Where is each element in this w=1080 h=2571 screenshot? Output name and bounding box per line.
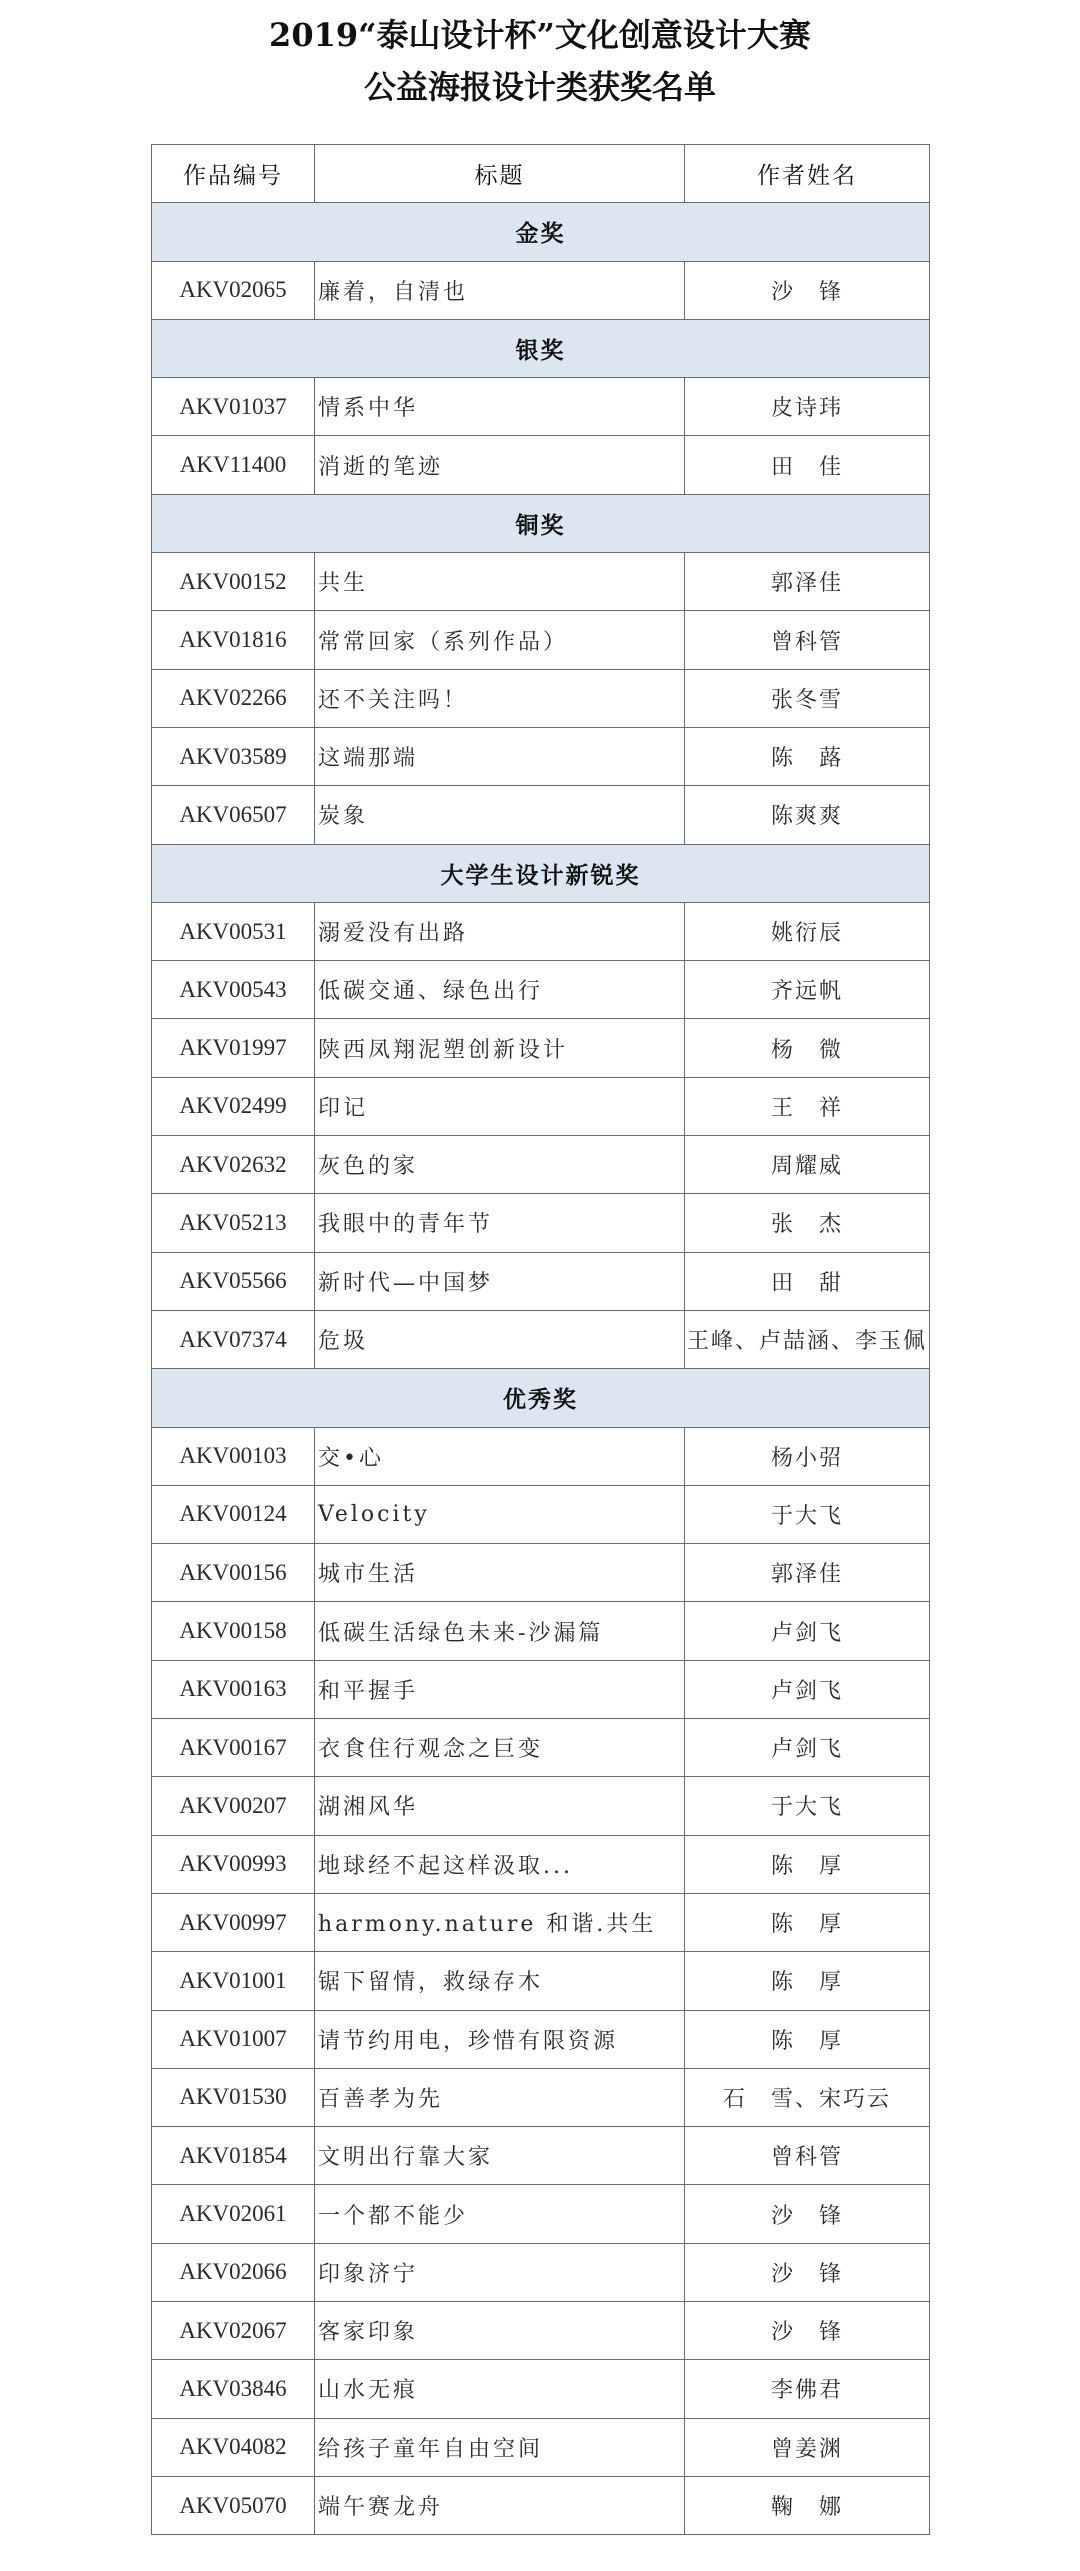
work-title-cell: 给孩子童年自由空间 <box>315 2418 685 2476</box>
author-name-cell: 曾科管 <box>685 611 930 669</box>
work-id-cell: AKV03589 <box>152 727 315 785</box>
table-row <box>152 1893 930 1951</box>
table-row <box>152 611 930 669</box>
work-id-cell: AKV01997 <box>152 1019 315 1077</box>
work-title-cell: 新时代—中国梦 <box>315 1252 685 1310</box>
author-name-cell: 陈 厚 <box>685 1952 930 2010</box>
table-row <box>152 261 930 319</box>
work-id-cell: AKV06507 <box>152 786 315 844</box>
table-row <box>152 727 930 785</box>
work-id-cell: AKV05070 <box>152 2476 315 2534</box>
work-title-cell: 溺爱没有出路 <box>315 902 685 960</box>
author-name-cell: 杨小弨 <box>685 1427 930 1485</box>
award-section-label: 大学生设计新锐奖 <box>152 844 930 902</box>
author-name-cell: 卢剑飞 <box>685 1660 930 1718</box>
table-row <box>152 553 930 611</box>
author-name-cell: 于大飞 <box>685 1485 930 1543</box>
work-id-cell: AKV02266 <box>152 669 315 727</box>
work-id-cell: AKV00156 <box>152 1544 315 1602</box>
work-id-cell: AKV05213 <box>152 1194 315 1252</box>
work-title-cell: 城市生活 <box>315 1544 685 1602</box>
work-id-cell: AKV02067 <box>152 2301 315 2359</box>
work-title-cell: 百善孝为先 <box>315 2068 685 2126</box>
table-row <box>152 2418 930 2476</box>
work-id-cell: AKV00543 <box>152 961 315 1019</box>
author-name-cell: 郭泽佳 <box>685 553 930 611</box>
work-title-cell: 灰色的家 <box>315 1136 685 1194</box>
table-row <box>152 378 930 436</box>
author-name-cell: 沙 锋 <box>685 2185 930 2243</box>
work-title-cell: 印象济宁 <box>315 2243 685 2301</box>
work-id-cell: AKV05566 <box>152 1252 315 1310</box>
author-name-cell: 沙 锋 <box>685 2301 930 2359</box>
table-row <box>152 2243 930 2301</box>
table-row <box>152 961 930 1019</box>
work-id-cell: AKV07374 <box>152 1310 315 1368</box>
author-name-cell: 于大飞 <box>685 1777 930 1835</box>
work-id-cell: AKV00993 <box>152 1835 315 1893</box>
work-title-cell: Velocity <box>315 1485 685 1543</box>
work-id-cell: AKV11400 <box>152 436 315 494</box>
work-id-cell: AKV01037 <box>152 378 315 436</box>
work-title-cell: 常常回家（系列作品） <box>315 611 685 669</box>
work-id-cell: AKV04082 <box>152 2418 315 2476</box>
work-id-cell: AKV00167 <box>152 1719 315 1777</box>
award-section-label: 铜奖 <box>152 494 930 552</box>
work-title-cell: 情系中华 <box>315 378 685 436</box>
award-section-row <box>152 1369 930 1427</box>
table-row <box>152 1019 930 1077</box>
work-title-cell: 共生 <box>315 553 685 611</box>
award-section-label: 金奖 <box>152 203 930 261</box>
author-name-cell: 王峰、卢喆涵、李玉佩 <box>685 1310 930 1368</box>
award-list-table <box>151 144 930 2535</box>
author-name-cell: 石 雪、宋巧云 <box>685 2068 930 2126</box>
author-name-cell: 郭泽佳 <box>685 1544 930 1602</box>
work-id-cell: AKV00531 <box>152 902 315 960</box>
author-name-cell: 张 杰 <box>685 1194 930 1252</box>
table-row <box>152 1310 930 1368</box>
author-name-cell: 卢剑飞 <box>685 1719 930 1777</box>
work-id-cell: AKV02632 <box>152 1136 315 1194</box>
work-title-cell: 文明出行靠大家 <box>315 2127 685 2185</box>
work-title-cell: 地球经不起这样汲取... <box>315 1835 685 1893</box>
author-name-cell: 沙 锋 <box>685 261 930 319</box>
work-title-cell: 消逝的笔迹 <box>315 436 685 494</box>
work-title-cell: 山水无痕 <box>315 2360 685 2418</box>
work-id-cell: AKV00207 <box>152 1777 315 1835</box>
work-title-cell: 低碳生活绿色未来-沙漏篇 <box>315 1602 685 1660</box>
work-id-cell: AKV00158 <box>152 1602 315 1660</box>
work-title-cell: 端午赛龙舟 <box>315 2476 685 2534</box>
author-name-cell: 沙 锋 <box>685 2243 930 2301</box>
table-row <box>152 1427 930 1485</box>
author-name-cell: 陈 厚 <box>685 2010 930 2068</box>
work-title-cell: 客家印象 <box>315 2301 685 2359</box>
award-section-row <box>152 494 930 552</box>
work-id-cell: AKV03846 <box>152 2360 315 2418</box>
work-id-cell: AKV01007 <box>152 2010 315 2068</box>
work-id-cell: AKV01854 <box>152 2127 315 2185</box>
column-header-id: 作品编号 <box>152 145 315 203</box>
work-id-cell: AKV00103 <box>152 1427 315 1485</box>
work-id-cell: AKV00163 <box>152 1660 315 1718</box>
table-row <box>152 1194 930 1252</box>
table-row <box>152 1544 930 1602</box>
table-row <box>152 1952 930 2010</box>
table-row <box>152 436 930 494</box>
table-row <box>152 1602 930 1660</box>
table-row <box>152 1660 930 1718</box>
table-row <box>152 1252 930 1310</box>
work-title-cell: 锯下留情，救绿存木 <box>315 1952 685 2010</box>
award-section-label: 优秀奖 <box>152 1369 930 1427</box>
table-row <box>152 786 930 844</box>
table-row <box>152 2476 930 2534</box>
author-name-cell: 陈 蕗 <box>685 727 930 785</box>
author-name-cell: 皮诗玮 <box>685 378 930 436</box>
award-section-row <box>152 844 930 902</box>
author-name-cell: 周耀威 <box>685 1136 930 1194</box>
award-section-label: 银奖 <box>152 319 930 377</box>
work-title-cell: 和平握手 <box>315 1660 685 1718</box>
author-name-cell: 陈爽爽 <box>685 786 930 844</box>
work-title-cell: harmony.nature 和谐.共生 <box>315 1893 685 1951</box>
document-title: 2019“泰山设计杯”文化创意设计大赛 <box>269 16 811 54</box>
work-id-cell: AKV02066 <box>152 2243 315 2301</box>
work-title-cell: 我眼中的青年节 <box>315 1194 685 1252</box>
work-id-cell: AKV02065 <box>152 261 315 319</box>
author-name-cell: 齐远帆 <box>685 961 930 1019</box>
award-section-row <box>152 203 930 261</box>
author-name-cell: 卢剑飞 <box>685 1602 930 1660</box>
award-table-body <box>152 203 930 2535</box>
work-id-cell: AKV02499 <box>152 1077 315 1135</box>
table-row <box>152 1835 930 1893</box>
table-row <box>152 2068 930 2126</box>
author-name-cell: 李佛君 <box>685 2360 930 2418</box>
author-name-cell: 姚衍辰 <box>685 902 930 960</box>
work-title-cell: 陕西凤翔泥塑创新设计 <box>315 1019 685 1077</box>
table-row <box>152 1719 930 1777</box>
author-name-cell: 曾姜渊 <box>685 2418 930 2476</box>
table-row <box>152 2185 930 2243</box>
work-title-cell: 衣食住行观念之巨变 <box>315 1719 685 1777</box>
column-header-title: 标题 <box>315 145 685 203</box>
author-name-cell: 张冬雪 <box>685 669 930 727</box>
work-id-cell: AKV00124 <box>152 1485 315 1543</box>
table-row <box>152 2360 930 2418</box>
table-row <box>152 1136 930 1194</box>
work-title-cell: 湖湘风华 <box>315 1777 685 1835</box>
work-id-cell: AKV01530 <box>152 2068 315 2126</box>
table-row <box>152 2010 930 2068</box>
table-row <box>152 1485 930 1543</box>
work-title-cell: 廉着，自清也 <box>315 261 685 319</box>
column-header-author: 作者姓名 <box>685 145 930 203</box>
work-title-cell: 炭象 <box>315 786 685 844</box>
award-section-row <box>152 319 930 377</box>
work-title-cell: 这端那端 <box>315 727 685 785</box>
work-id-cell: AKV00997 <box>152 1893 315 1951</box>
author-name-cell: 鞠 娜 <box>685 2476 930 2534</box>
author-name-cell: 陈 厚 <box>685 1893 930 1951</box>
table-row <box>152 2301 930 2359</box>
document-subtitle: 公益海报设计类获奖名单 <box>363 68 716 106</box>
author-name-cell: 田 甜 <box>685 1252 930 1310</box>
work-id-cell: AKV01816 <box>152 611 315 669</box>
work-id-cell: AKV00152 <box>152 553 315 611</box>
work-id-cell: AKV01001 <box>152 1952 315 2010</box>
author-name-cell: 王 祥 <box>685 1077 930 1135</box>
table-header-row <box>152 145 930 203</box>
work-title-cell: 请节约用电，珍惜有限资源 <box>315 2010 685 2068</box>
table-row <box>152 1077 930 1135</box>
author-name-cell: 田 佳 <box>685 436 930 494</box>
author-name-cell: 曾科管 <box>685 2127 930 2185</box>
table-row <box>152 1777 930 1835</box>
table-row <box>152 669 930 727</box>
table-row <box>152 902 930 960</box>
work-title-cell: 印记 <box>315 1077 685 1135</box>
work-title-cell: 还不关注吗！ <box>315 669 685 727</box>
work-title-cell: 低碳交通、绿色出行 <box>315 961 685 1019</box>
work-title-cell: 一个都不能少 <box>315 2185 685 2243</box>
work-id-cell: AKV02061 <box>152 2185 315 2243</box>
author-name-cell: 杨 微 <box>685 1019 930 1077</box>
work-title-cell: 交•心 <box>315 1427 685 1485</box>
table-row <box>152 2127 930 2185</box>
work-title-cell: 危圾 <box>315 1310 685 1368</box>
author-name-cell: 陈 厚 <box>685 1835 930 1893</box>
